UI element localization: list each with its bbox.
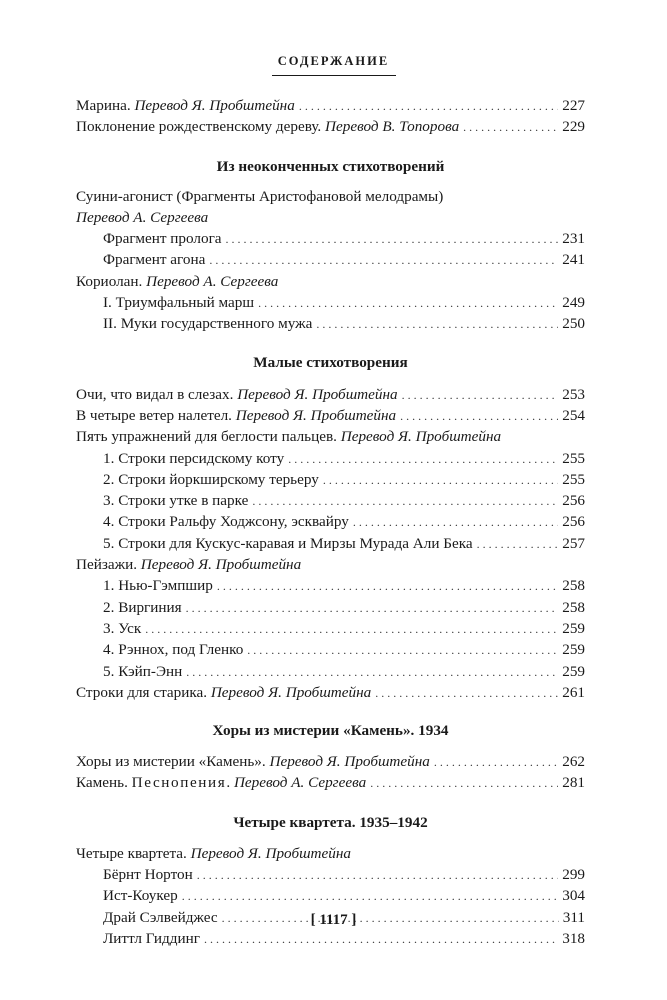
- entry-title: Камень.: [76, 774, 132, 792]
- entry-title: 2. Виргиния: [103, 598, 182, 616]
- toc-subentry: [76, 618, 585, 639]
- dot-leader: [299, 96, 558, 117]
- toc-subentry: [76, 575, 585, 596]
- entry-title-spaced: Песнопения: [131, 774, 227, 792]
- dot-leader: [182, 886, 558, 907]
- work-title: [76, 186, 585, 207]
- section-heading: Из неоконченных стихотворений: [216, 157, 445, 175]
- entry-title: Фрагмент пролога: [103, 230, 222, 248]
- entry-title: 2. Строки йоркширскому терьеру: [103, 470, 319, 488]
- toc-subentry: [76, 292, 585, 313]
- entry-title: Четыре квартета.: [76, 844, 191, 862]
- entry-translator: Перевод Я. Пробштейна: [190, 844, 351, 862]
- dot-leader: [434, 752, 558, 773]
- dot-leader: [402, 385, 559, 406]
- entry-title: Пейзажи.: [76, 556, 141, 574]
- toc-content: [76, 95, 585, 949]
- dot-leader: [186, 598, 559, 619]
- entry-title: 3. Строки утке в парке: [103, 492, 249, 510]
- toc-entry: [76, 751, 585, 772]
- entry-page: 253: [562, 385, 585, 403]
- entry-title: 1. Строки персидскому коту: [103, 449, 285, 467]
- entry-page: 261: [562, 683, 585, 701]
- entry-page: 229: [562, 118, 585, 136]
- entry-page: 254: [562, 406, 585, 424]
- entry-translator: Перевод В. Топорова: [325, 118, 460, 136]
- toc-subentry: [76, 864, 585, 885]
- toc-subentry: [76, 533, 585, 554]
- entry-translator: Перевод Я. Пробштейна: [340, 428, 502, 446]
- toc-subentry: [76, 511, 585, 532]
- entry-title: Бёрнт Нортон: [103, 866, 193, 884]
- entry-page: 299: [562, 866, 585, 884]
- toc-entry: [76, 116, 585, 137]
- dot-leader: [316, 314, 558, 335]
- section-heading: Малые стихотворения: [253, 353, 408, 371]
- entry-title: В четыре ветер налетел.: [76, 406, 236, 424]
- dot-leader: [477, 534, 559, 555]
- entry-page: 311: [562, 908, 585, 926]
- entry-title: Фрагмент агона: [103, 251, 206, 269]
- entry-title: 3. Уск: [103, 619, 142, 637]
- work-title: [76, 554, 585, 575]
- entry-page: 255: [562, 470, 585, 488]
- toc-subentry: [76, 469, 585, 490]
- entry-page: 304: [562, 887, 585, 905]
- toc-entry: [76, 384, 585, 405]
- dot-leader: [252, 491, 558, 512]
- entry-title: Драй Сэлвейджес: [103, 908, 218, 926]
- section-heading: Четыре квартета. 1935–1942: [233, 813, 428, 831]
- toc-subentry: [76, 597, 585, 618]
- entry-title: 5. Кэйп-Энн: [103, 662, 183, 680]
- dot-leader: [375, 683, 558, 704]
- toc-subentry: [76, 313, 585, 334]
- entry-title: Ист-Коукер: [103, 887, 178, 905]
- entry-title: I. Триумфальный марш: [103, 294, 255, 312]
- entry-page: 231: [562, 230, 585, 248]
- toc-subentry: [76, 448, 585, 469]
- entry-translator: Перевод А. Сергеева: [233, 774, 367, 792]
- entry-translator: Перевод Я. Пробштейна: [237, 385, 398, 403]
- entry-page: 255: [562, 449, 585, 467]
- entry-page: 258: [562, 577, 585, 595]
- toc-subentry: [76, 228, 585, 249]
- toc-entry: [76, 95, 585, 116]
- entry-page: 256: [562, 492, 585, 510]
- entry-translator: Перевод Я. Пробштейна: [134, 97, 295, 114]
- toc-subentry: [76, 661, 585, 682]
- toc-subentry: [76, 928, 585, 949]
- entry-page: 227: [562, 97, 585, 114]
- entry-title: Поклонение рождественскому дереву.: [76, 118, 326, 136]
- entry-translator: Перевод А. Сергеева: [76, 208, 209, 226]
- entry-page: 318: [562, 929, 585, 947]
- entry-page: 256: [562, 513, 585, 531]
- dot-leader: [145, 619, 558, 640]
- toc-subentry: [76, 490, 585, 511]
- toc-entry: [76, 405, 585, 426]
- dot-leader: [258, 293, 558, 314]
- dot-leader: [288, 449, 558, 470]
- entry-page: 258: [562, 598, 585, 616]
- entry-title: Пять упражнений для беглости пальцев.: [76, 428, 341, 446]
- entry-translator: Перевод Я. Пробштейна: [269, 753, 430, 771]
- dot-leader: [400, 406, 558, 427]
- dot-leader: [197, 865, 558, 886]
- header-rule: [272, 75, 396, 76]
- section-heading: Хоры из мистерии «Камень». 1934: [212, 722, 449, 740]
- entry-title: Очи, что видал в слезах.: [76, 385, 238, 403]
- dot-leader: [463, 117, 558, 138]
- toc-entry: Камень. Песнопения. Перевод А. Сергеева . . . 281: [76, 772, 585, 793]
- entry-title: 1. Нью-Гэмпшир: [103, 577, 213, 595]
- work-translator-line: [76, 207, 585, 228]
- entry-title: Кориолан.: [76, 272, 147, 290]
- entry-page: 257: [562, 534, 585, 552]
- dot-leader: [186, 662, 558, 683]
- toc-subentry: [76, 639, 585, 660]
- entry-title: 4. Рэннох, под Гленко: [103, 641, 244, 659]
- work-title: [76, 271, 585, 292]
- toc-subentry: [76, 249, 585, 270]
- running-header: СОДЕРЖАНИЕ: [277, 54, 390, 68]
- entry-page: 259: [562, 662, 585, 680]
- entry-page: 259: [562, 619, 585, 637]
- entry-translator: Перевод Я. Пробштейна: [235, 406, 397, 424]
- entry-title: Литтл Гиддинг: [103, 929, 200, 947]
- work-title: [76, 843, 585, 864]
- entry-title: 5. Строки для Кускус-каравая и Мирзы Мурада Али Бека: [103, 534, 473, 552]
- dot-leader: [323, 470, 558, 491]
- dot-leader: [226, 229, 559, 250]
- dot-leader: [217, 576, 558, 597]
- entry-page: 241: [562, 251, 585, 269]
- page-number: [ 1117 ]: [310, 912, 357, 928]
- entry-page: 262: [562, 753, 585, 771]
- work-title: [76, 426, 585, 447]
- entry-title: Хоры из мистерии «Камень».: [76, 753, 270, 771]
- entry-title: 4. Строки Ральфу Ходжсону, эсквайру: [103, 513, 349, 531]
- entry-page: 250: [562, 315, 585, 333]
- toc-subentry: [76, 885, 585, 906]
- entry-page: 281: [562, 774, 585, 792]
- entry-page: 249: [562, 294, 585, 312]
- entry-title: II. Муки государственного мужа: [103, 315, 313, 333]
- entry-title: Строки для старика.: [76, 683, 211, 701]
- dot-leader: [209, 250, 558, 271]
- entry-translator: Перевод А. Сергеева: [146, 272, 279, 290]
- entry-title: Марина.: [76, 97, 135, 114]
- toc-entry: [76, 682, 585, 703]
- dot-leader: [353, 512, 558, 533]
- entry-translator: Перевод Я. Пробштейна: [210, 683, 372, 701]
- entry-translator: Перевод Я. Пробштейна: [140, 556, 302, 574]
- dot-leader: [247, 640, 558, 661]
- entry-title: Суини-агонист (Фрагменты Аристофановой мелодрамы): [76, 187, 444, 205]
- dot-leader: [370, 773, 558, 794]
- dot-leader: [204, 929, 558, 950]
- entry-page: 259: [562, 641, 585, 659]
